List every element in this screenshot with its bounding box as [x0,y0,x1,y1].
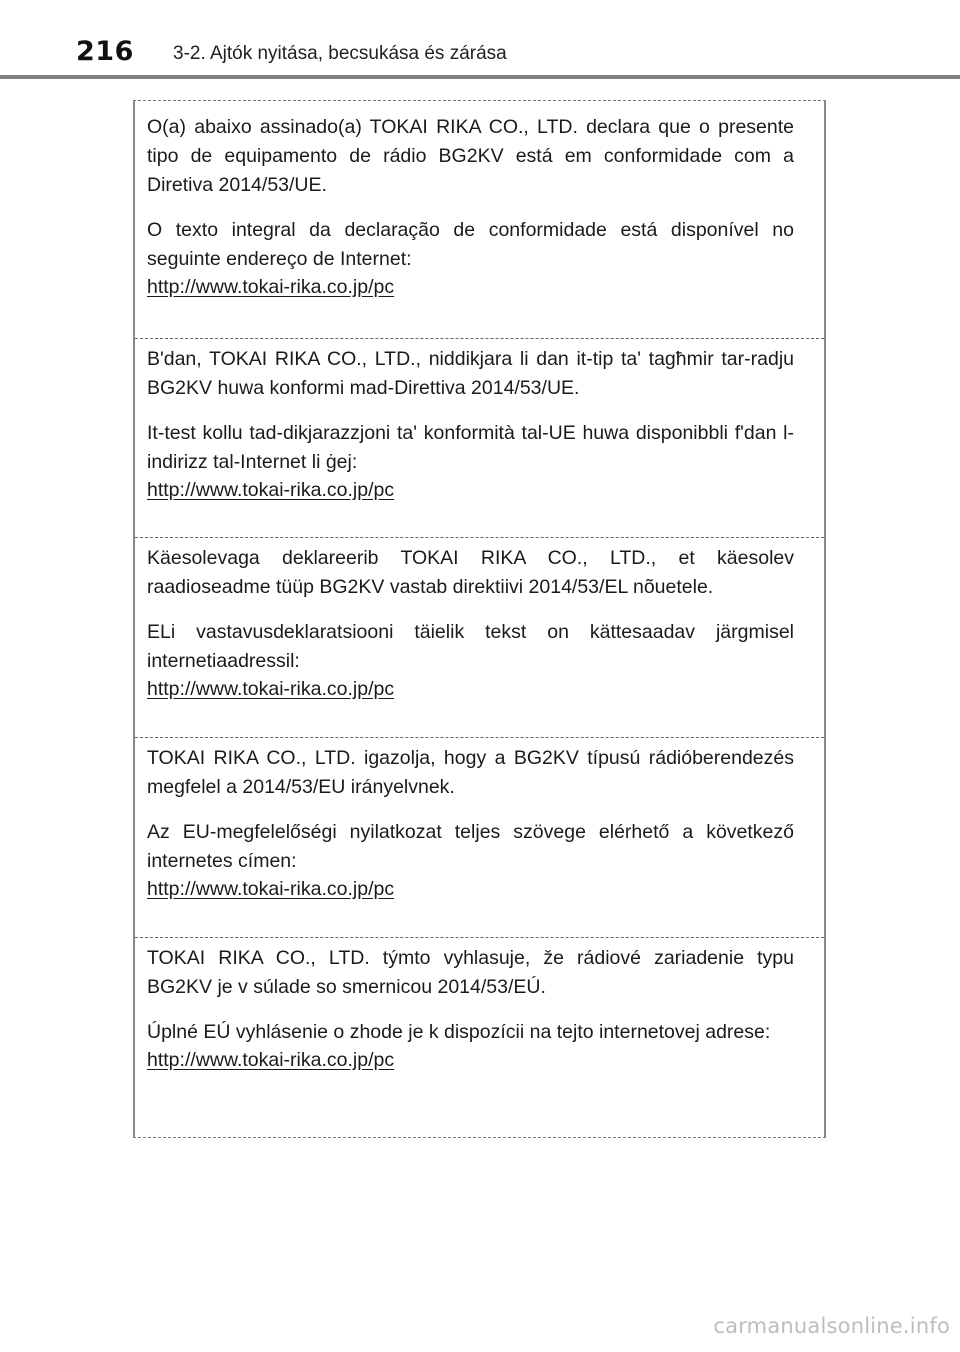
availability-text: It-test kollu tad-dikjarazzjoni ta' konformità tal-UE huwa disponibbli f'dan l-indirizz tal-Internet li ġej: [147,422,794,473]
declaration-text: Käesolevaga deklareerib TOKAI RIKA CO., LTD., et käesolev raadioseadme tüüp BG2KV vastab direktiivi 2014/53/EL nõuetele. [147,547,794,598]
availability-text: O texto integral da declaração de conformidade está disponível no seguinte endereço de Internet: [147,219,794,270]
declaration-url-link[interactable]: http://www.tokai-rika.co.jp/pc [147,479,395,501]
declaration-box [133,100,826,1138]
header-divider [0,75,960,79]
chapter-title: 3-2. Ajtók nyitása, becsukása és zárása [173,43,507,64]
watermark: carmanualsonline.info [713,1314,950,1338]
availability-text: Úplné EÚ vyhlásenie o zhode je k dispozícii na tejto internetovej adrese: [147,1021,771,1043]
declaration-section-estonian [135,537,824,702]
declaration-text: B'dan, TOKAI RIKA CO., LTD., niddikjara li dan it-tip ta' tagħmir tar-radju BG2KV huwa konformi mad-Direttiva 2014/53/UE. [147,348,794,399]
declaration-section-maltese [135,338,824,503]
declaration-text: TOKAI RIKA CO., LTD. týmto vyhlasuje, že rádiové zariadenie typu BG2KV je v súlade so smernicou 2014/53/EÚ. [147,947,794,998]
declaration-section-hungarian [135,737,824,902]
declaration-text: TOKAI RIKA CO., LTD. igazolja, hogy a BG2KV típusú rádióberendezés megfelel a 2014/53/EU irányelvnek. [147,747,794,798]
declaration-url-link[interactable]: http://www.tokai-rika.co.jp/pc [147,878,395,900]
availability-text: Az EU-megfelelőségi nyilatkozat teljes szövege elérhető a következő internetes címen: [147,821,794,872]
declaration-text: O(a) abaixo assinado(a) TOKAI RIKA CO., LTD. declara que o presente tipo de equipamento de rádio BG2KV está em conformidade com a Diretiva 2014/53/UE. [147,116,794,196]
page-number: 216 [76,36,134,67]
declaration-url-link[interactable]: http://www.tokai-rika.co.jp/pc [147,678,395,700]
declaration-url-link[interactable]: http://www.tokai-rika.co.jp/pc [147,1049,395,1071]
declaration-url-link[interactable]: http://www.tokai-rika.co.jp/pc [147,276,395,298]
declaration-section-portuguese [135,113,824,300]
declaration-section-slovak [135,937,824,1073]
page-header [0,0,960,78]
availability-text: ELi vastavusdeklaratsiooni täielik tekst on kättesaadav järgmisel internetiaadressil: [147,621,794,672]
